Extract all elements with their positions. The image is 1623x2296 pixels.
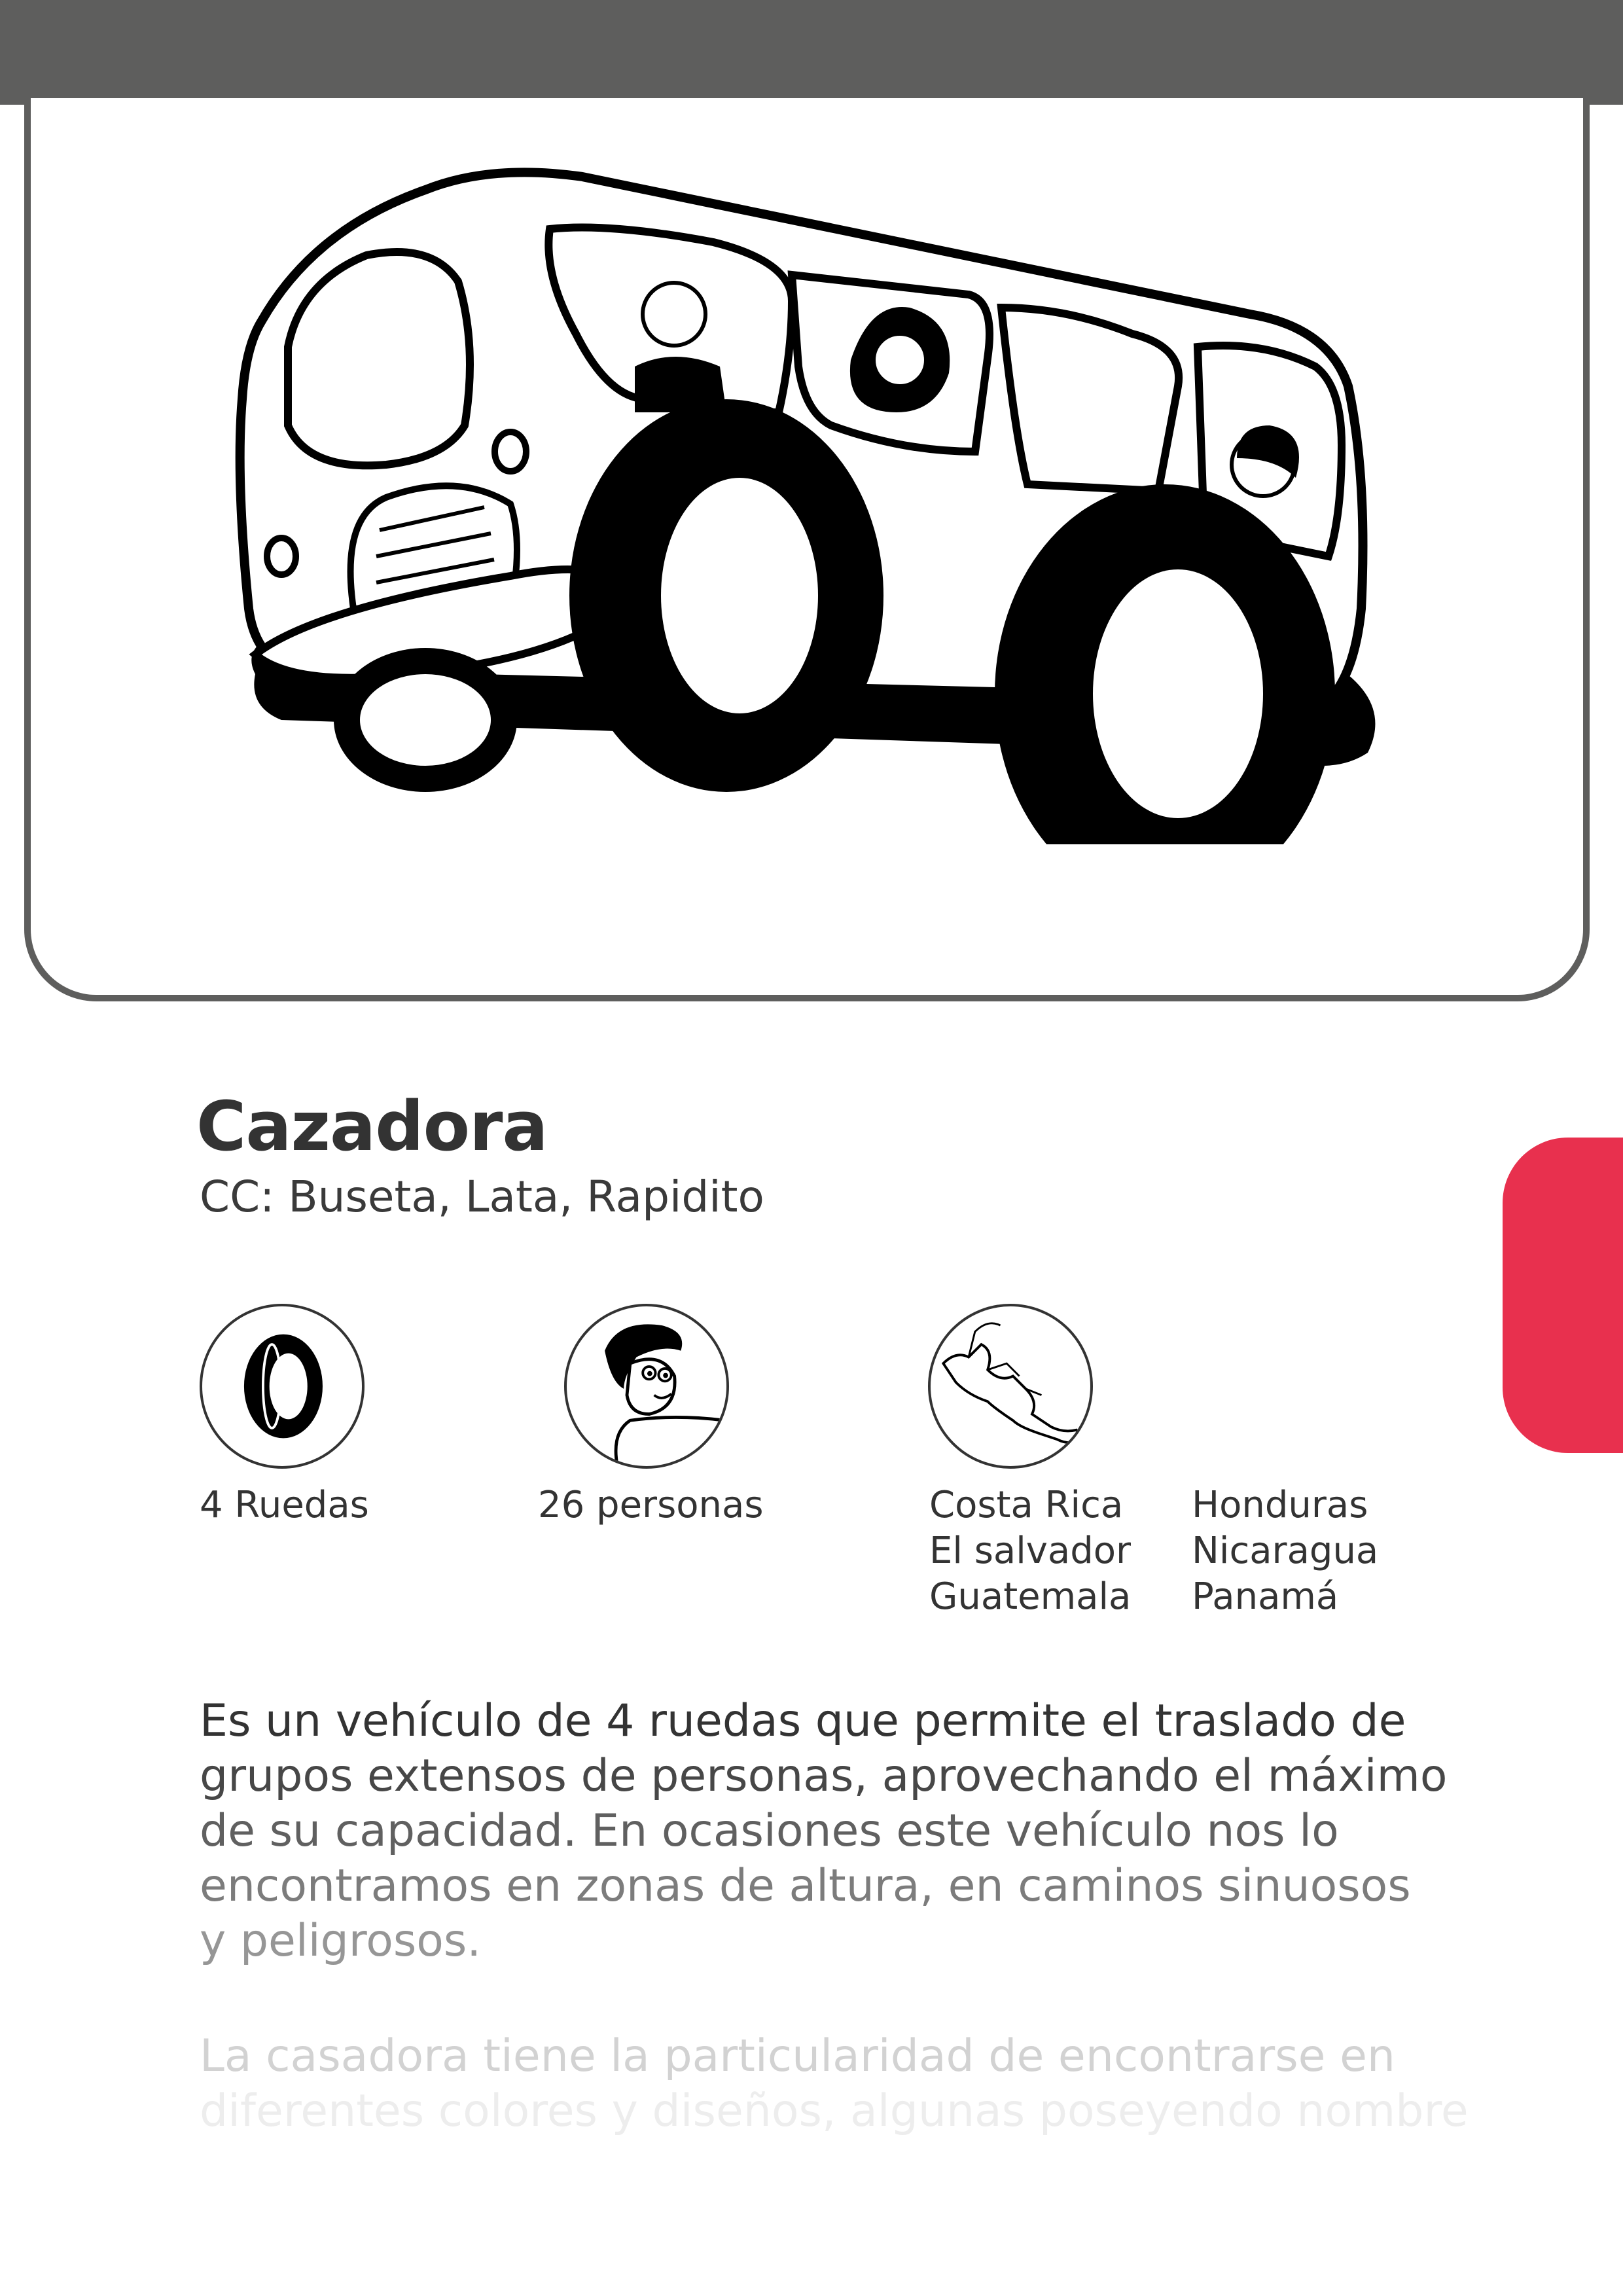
vehicle-aliases: CC: Buseta, Lata, Rapidito [200,1172,764,1222]
wheels-label: 4 Ruedas [200,1484,369,1526]
country-item: Guatemala [929,1575,1132,1618]
description-line: de su capacidad. En ocasiones este vehículo nos lo [200,1805,1339,1857]
country-item: Costa Rica [929,1484,1124,1526]
country-item: El salvador [929,1530,1132,1572]
central-america-map-icon [928,1304,1093,1469]
capacity-label: 26 personas [538,1484,764,1526]
accent-tab[interactable] [1503,1138,1623,1453]
description-line: La casadora tiene la particularidad de encontrarse en [200,2030,1396,2082]
tire-icon [200,1304,365,1469]
description-line: encontramos en zonas de altura, en caminos sinuosos [200,1860,1411,1912]
top-bar [0,0,1623,105]
description-line: Es un vehículo de 4 ruedas que permite el traslado de [200,1695,1406,1747]
description-line: y peligrosos. [200,1915,481,1967]
bus-illustration [216,151,1407,844]
person-icon [564,1304,729,1469]
description-paragraph-2 [200,2029,1469,2139]
country-item: Nicaragua [1192,1530,1379,1572]
country-item: Honduras [1192,1484,1368,1526]
description-paragraph-1 [200,1694,1448,1969]
vehicle-title: Cazadora [196,1086,548,1166]
country-item: Panamá [1192,1575,1339,1618]
description-line: diferentes colores y diseños, algunas poseyendo nombre [200,2085,1469,2137]
countries-list-2 [1192,1482,1378,1620]
countries-list-1 [929,1482,1131,1620]
description-line: grupos extensos de personas, aprovechando el máximo [200,1750,1448,1802]
